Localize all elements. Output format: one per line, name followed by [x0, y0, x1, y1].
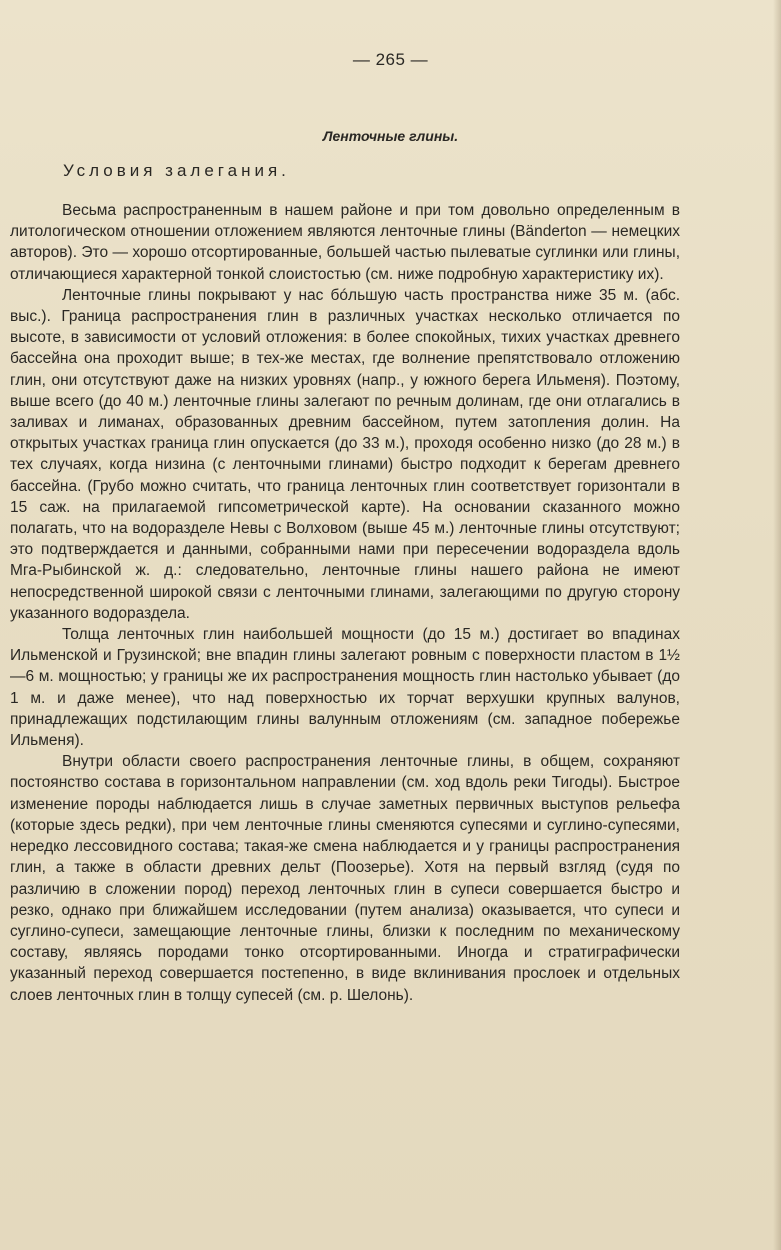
section-title: Ленточные глины.: [322, 128, 459, 144]
paragraph-4: Внутри области своего распространения ленточные глины, в общем, сохраняют постоянство состава в горизонтальном направлении (см. ход вдоль реки Тигоды). Быстрое изменение породы наблюдается лишь в случае заметных первичных выступов рельефа (которые здесь редки), при чем ленточные глины сменяются супесями и суглино-супесями, нередко лессовидного состава; такая-же смена наблюдается и у границы распространения глин, а также в области древних дельт (Поозерье). Хотя на первый взгляд (судя по различию в сложении пород) переход ленточных глин в супеси совершается быстро и резко, однако при ближайшем исследовании (путем анализа) оказывается, что супеси и суглино-супеси, замещающие ленточные глины, близки к последним по механическому составу, являясь породами тонко отсортированными. Иногда и стратиграфически указанный переход совершается постепенно, в виде вклинивания прослоек и отдельных слоев ленточных глин в толщу супесей (см. р. Шелонь).: [10, 753, 680, 1004]
section-subtitle: Условия залегания.: [63, 161, 290, 180]
paragraph-2: Ленточные глины покрывают у нас бóльшую часть пространства ниже 35 м. (абс. выс.). Граница распространения глин в различных участках несколько отличается по высоте, в зависимости от условий отложения: в более спокойных, тихих участках древнего бассейна она проходит выше; в тех-же местах, где волнение препятствовало отложению глин, они отсутствуют даже на низких уровнях (напр., у южного берега Ильменя). Поэтому, выше всего (до 40 м.) ленточные глины залегают по речным долинам, где они отлагались в заливах и лиманах, образованных древним бассейном, путем затопления долин. На открытых участках граница глин опускается (до 33 м.), проходя особенно низко (до 28 м.) в тех случаях, когда низина (с ленточными глинами) быстро подходит к берегам древнего бассейна. (Грубо можно считать, что граница ленточных глин соответствует горизонтали в 15 саж. на прилагаемой гипсометрической карте). На основании сказанного можно полагать, что на водоразделе Невы с Волховом (выше 45 м.) ленточные глины отсутствуют; это подтверждается и данными, собранными нами при пересечении водораздела вдоль Мга-Рыбинской ж. д.: следовательно, ленточные глины нашего района не имеют непосредственной широкой связи с ленточными глинами, залегающими по другую сторону указанного водораздела.: [10, 286, 680, 622]
body-text: [10, 200, 680, 1006]
paragraph-1: Весьма распространенным в нашем районе и при том довольно определенным в литологическом отношении отложением являются ленточные глины (Bänderton — немецких авторов). Это — хорошо отсортированные, большей частью пылеватые суглинки или глины, отличающиеся характерной тонкой слоистостью (см. ниже подробную характеристику их).: [10, 202, 680, 283]
paragraph-3: Толща ленточных глин наибольшей мощности (до 15 м.) достигает во впадинах Ильменской и Грузинской; вне впадин глины залегают ровным с поверхности пластом в 1½—6 м. мощностью; у границы же их распространения мощность глин настолько убывает (до 1 м. и даже менее), что над поверхностью их торчат верхушки крупных валунов, принадлежащих подстилающим глины валунным отложениям (см. западное побережье Ильменя).: [10, 626, 680, 750]
page-number: — 265 —: [352, 50, 429, 69]
page-edge-shadow: [773, 0, 781, 1250]
